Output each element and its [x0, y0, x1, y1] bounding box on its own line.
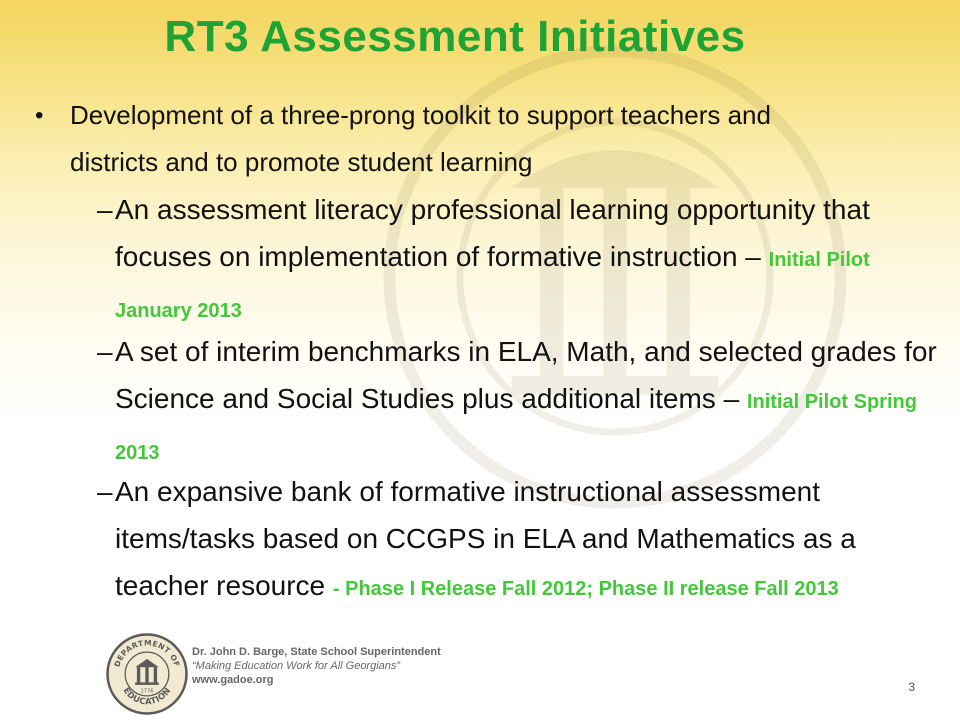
- georgia-doe-seal-logo: [105, 632, 189, 716]
- sub-item-2: [97, 328, 942, 477]
- sub-item-1-text: An assessment literacy professional learning opportunity that focuses on implementation of formative instruction –: [115, 194, 870, 272]
- footer-url[interactable]: www.gadoe.org: [192, 674, 274, 686]
- sub-item-3: [97, 468, 942, 613]
- sub-item-3-text: An expansive bank of formative instructional assessment items/tasks based on CCGPS in ELA and Mathematics as a teacher resource: [115, 476, 856, 601]
- sub-item-1-note: Initial Pilot January 2013: [115, 249, 870, 322]
- seal-top-text: DEPARTMENT OF: [112, 638, 182, 669]
- sub-item-1: [97, 186, 942, 335]
- slide-title: RT3 Assessment Initiatives: [164, 12, 746, 61]
- seal-bottom-text: EDUCATION: [121, 685, 173, 707]
- dash-marker: –: [97, 336, 113, 367]
- footer-name: Dr. John D. Barge, State School Superintendent: [192, 646, 441, 658]
- footer-motto: “Making Education Work for All Georgians”: [192, 660, 401, 672]
- sub-item-2-note: Initial Pilot Spring 2013: [115, 391, 917, 464]
- footer-info: [192, 645, 441, 687]
- seal-year: 1776: [140, 688, 154, 695]
- dash-marker: –: [97, 194, 113, 225]
- sub-item-3-note: - Phase I Release Fall 2012; Phase II release Fall 2013: [332, 578, 839, 600]
- main-bullet: [35, 92, 865, 186]
- page-number: 3: [908, 680, 915, 694]
- main-bullet-text: Development of a three-prong toolkit to support teachers and districts and to promote student learning: [70, 100, 771, 177]
- sub-item-2-text: A set of interim benchmarks in ELA, Math, and selected grades for Science and Social Studies plus additional items –: [115, 336, 937, 414]
- bullet-marker: •: [35, 102, 44, 129]
- dash-marker: –: [97, 476, 113, 507]
